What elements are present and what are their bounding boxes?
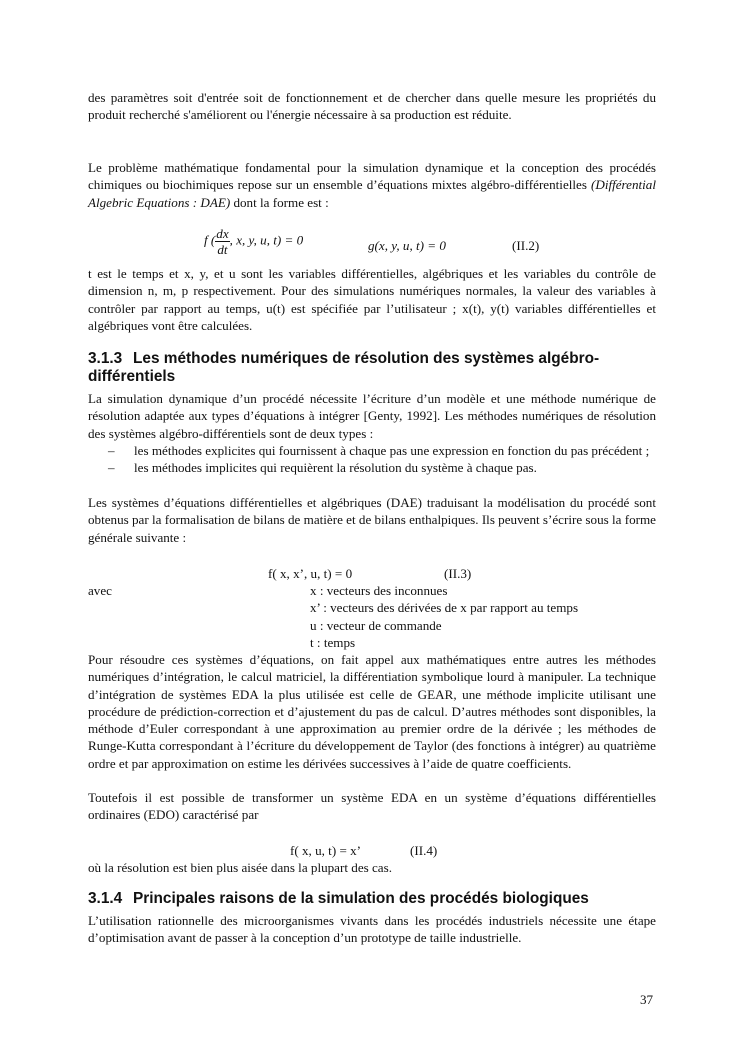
eq-fraction — [215, 226, 229, 257]
section-title: Les méthodes numériques de résolution des systèmes algébro-différentiels — [88, 350, 600, 385]
eq-f-suffix: , x, y, u, t) = 0 — [229, 232, 304, 248]
paragraph-intro: des paramètres soit d'entrée soit de fonctionnement et de chercher dans quelle mesure les propriétés du produit recherché s'améliorent ou l'énergie nécessaire à sa production est réduite. — [88, 90, 656, 123]
avec-label: avec — [88, 583, 112, 598]
list-item-text: les méthodes implicites qui requièrent la résolution du système à chaque pas. — [134, 460, 537, 476]
paragraph-dae-tail: dont la forme est : — [230, 194, 329, 210]
equation-ii2-f — [204, 226, 303, 257]
section-title: Principales raisons de la simulation des procédés biologiques — [133, 890, 589, 907]
list-item — [88, 442, 656, 459]
eq-fraction-numerator: dx — [216, 226, 229, 241]
equation-ii4: f( x, u, t) = x’ — [290, 843, 362, 858]
paragraph-dae-systems: Les systèmes d’équations différentielles et algébriques (DAE) traduisant la modélisation du procédé sont obtenus par la formalisation de bilans de matière et de bilans enthalpiques. Ils peuvent s’écrire sous la forme générale suivante : — [88, 495, 656, 545]
paragraph-solving-methods: Pour résoudre ces systèmes d’équations, on fait appel aux mathématiques entre autres les méthodes numériques d’intégration, le calcul matriciel, la différentiation symbolique lourd à manipuler. La technique d’intégration de systèmes EDA la plus utilisée est celle de GEAR, une méthode implicite utilisant une procédure de prédiction-correction et d’ajustement du pas de calcul. D’autres méthodes sont disponibles, la méthode d’Euler correspondant à une approximation au premier ordre de la dérivée ; les méthodes de Runge-Kutta correspondant à l’écriture du développement de Taylor (des fonctions à intégrer) au quatrième ordre et par approximation on estime les dérivées successives à l’aide de quatre coefficients. — [88, 652, 656, 771]
section-heading-3-1-4 — [88, 890, 668, 908]
page-number: 37 — [640, 992, 654, 1007]
equation-ii2-label: (II.2) — [512, 238, 540, 253]
definition-t: t : temps — [310, 635, 356, 650]
definition-x: x : vecteurs des inconnues — [310, 583, 448, 598]
equation-ii2-g: g(x, y, u, t) = 0 — [368, 238, 446, 253]
eq-fraction-denominator: dt — [217, 242, 228, 257]
section-heading-3-1-3 — [88, 350, 668, 386]
paragraph-resolution: où la résolution est bien plus aisée dans la plupart des cas. — [88, 860, 392, 875]
equation-ii3-label: (II.3) — [444, 566, 472, 581]
dae-italic-term: (Différential Algebric Equations : DAE) — [88, 177, 656, 210]
eq-f-prefix: f ( — [204, 232, 216, 248]
methods-list — [88, 442, 656, 477]
section-number: 3.1.4 — [88, 890, 123, 907]
paragraph-microorganisms: L’utilisation rationnelle des microorganismes vivants dans les procédés industriels nécessite une étape d’optimisation avant de passer à la conception d’un prototype de taille industrielle. — [88, 913, 656, 946]
paragraph-dae-problem — [88, 159, 656, 211]
paragraph-edo: Toutefois il est possible de transformer un système EDA en un système d’équations différentielles ordinaires (EDO) caractérisé par — [88, 790, 656, 823]
dash-bullet-icon: – — [108, 460, 115, 476]
definition-u: u : vecteur de commande — [310, 618, 442, 633]
paragraph-numerical-methods: La simulation dynamique d’un procédé nécessite l’écriture d’un modèle et une méthode numérique de résolution adaptée aux types d’équations à intégrer [Genty, 1992]. Les méthodes numériques de résolution des systèmes algébro-différentiels sont de deux types : — [88, 391, 656, 441]
paragraph-variables: t est le temps et x, y, et u sont les variables différentielles, algébriques et les variables du contrôle de dimension n, m, p respectivement. Pour des simulations numériques normales, la valeur des variables à contrôler par rapport au temps, u(t) est spécifiée par l’utilisateur ; x(t), y(t) variables différentielles et algébriques vont être calculées. — [88, 266, 656, 333]
equation-ii4-label: (II.4) — [410, 843, 438, 858]
paragraph-dae-text: Le problème mathématique fondamental pour la simulation dynamique et la conception des procédés chimiques ou biochimiques repose sur un ensemble d’équations mixtes algébro-différentielles — [88, 160, 656, 193]
definition-x-prime: x’ : vecteurs des dérivées de x par rapport au temps — [310, 600, 579, 615]
list-item — [88, 459, 656, 476]
dash-bullet-icon: – — [108, 443, 115, 458]
list-item-text: les méthodes explicites qui fournissent à chaque pas une expression en fonction du pas précédent ; — [134, 443, 650, 458]
equation-ii3: f( x, x’, u, t) = 0 — [268, 566, 353, 581]
section-number: 3.1.3 — [88, 350, 123, 367]
